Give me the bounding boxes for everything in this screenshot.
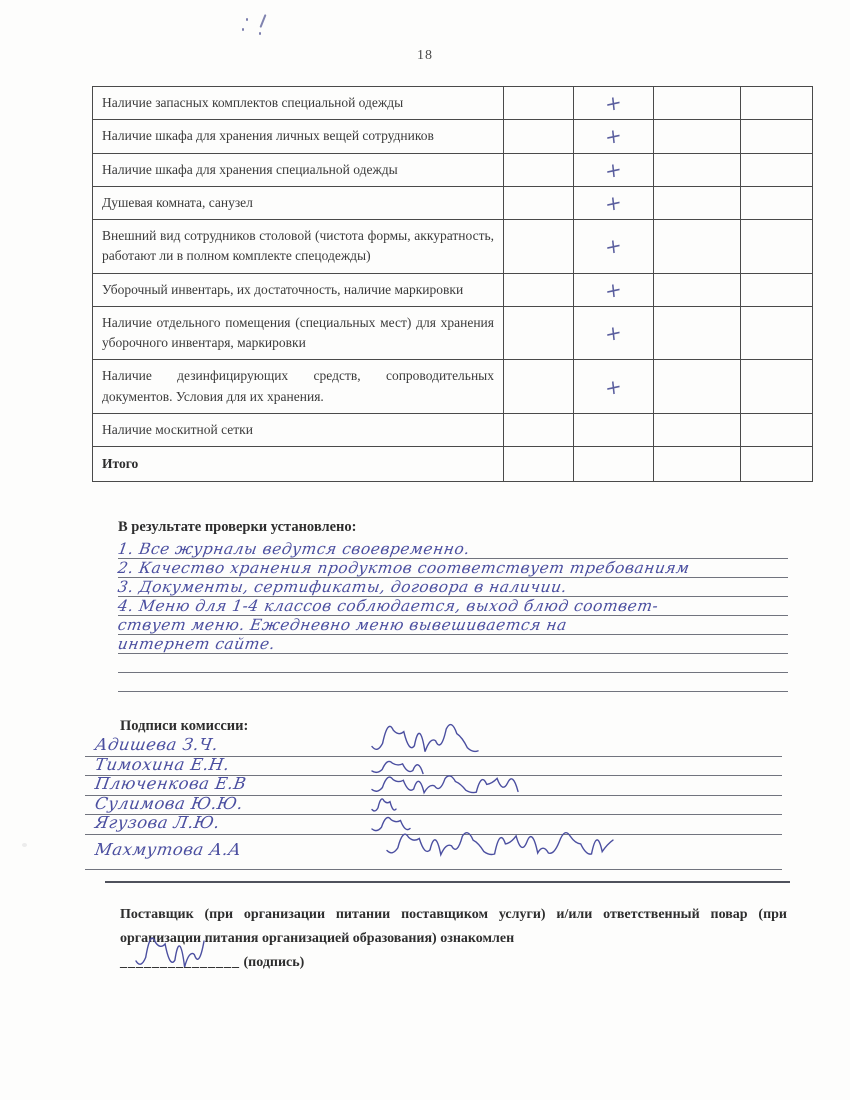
- empty-cell: [504, 273, 574, 306]
- check-mark-cell: [574, 87, 654, 120]
- item-label-cell: Наличие москитной сетки: [93, 413, 504, 446]
- signature-caption: (подпись): [240, 955, 305, 971]
- ink-speck: [259, 32, 261, 35]
- plus-mark: +: [604, 155, 623, 184]
- handwritten-finding-line: [118, 540, 788, 559]
- empty-cell: [504, 447, 574, 482]
- acknowledgment-section: [120, 903, 787, 975]
- table-row: [93, 413, 813, 446]
- table-row: [93, 360, 813, 414]
- handwritten-finding-line: [118, 578, 788, 597]
- empty-cell: [654, 186, 741, 219]
- signature-blank: _______________: [120, 955, 240, 971]
- handwriting-text: интернет сайте.: [116, 635, 277, 653]
- empty-cell: [504, 186, 574, 219]
- empty-cell: [741, 120, 813, 153]
- plus-mark: +: [604, 122, 623, 151]
- empty-cell: [574, 447, 654, 482]
- empty-cell: [741, 413, 813, 446]
- table-row: [93, 186, 813, 219]
- plus-mark: +: [604, 232, 623, 260]
- signature-blank-line: [120, 951, 787, 975]
- table-row: [93, 153, 813, 186]
- table-row: [93, 306, 813, 360]
- empty-cell: [654, 220, 741, 274]
- handwriting-text: 2. Качество хранения продуктов соответствует требованиям: [116, 559, 692, 577]
- ink-speck: [246, 18, 248, 21]
- signature-scribble: [385, 825, 615, 869]
- acknowledgment-text: Поставщик (при организации питании поставщиком услуги) и/или ответственный повар (при организации питания организацией образования) ознакомлен: [120, 907, 787, 947]
- empty-cell: [741, 306, 813, 360]
- empty-cell: [741, 273, 813, 306]
- handwriting-text: 4. Меню для 1-4 классов соблюдается, выход блюд соответ-: [116, 597, 660, 615]
- findings-heading: В результате проверки установлено:: [118, 519, 357, 535]
- table-row: [93, 220, 813, 274]
- handwriting-text: ствует меню. Ежедневно меню вывешивается на: [116, 616, 569, 634]
- handwritten-finding-line: [118, 597, 788, 616]
- empty-ruled-line: [118, 654, 788, 673]
- commission-member-name: Ягузова Л.Ю.: [93, 813, 222, 832]
- empty-cell: [654, 447, 741, 482]
- plus-mark: +: [604, 89, 623, 117]
- table-row: [93, 87, 813, 120]
- item-label-cell: Внешний вид сотрудников столовой (чистота формы, аккуратность, работают ли в полном комплекте спецодежды): [93, 220, 504, 274]
- plus-mark: +: [604, 372, 623, 401]
- empty-cell: [504, 153, 574, 186]
- plus-mark: +: [604, 275, 623, 304]
- empty-cell: [654, 306, 741, 360]
- check-mark-cell: [574, 153, 654, 186]
- empty-cell: [654, 360, 741, 414]
- supplier-signature-scribble: [134, 925, 206, 982]
- handwriting-text: 3. Документы, сертификаты, договора в наличии.: [116, 578, 569, 596]
- signature-scribble: [370, 715, 480, 760]
- signature-row: [85, 776, 782, 796]
- empty-cell: [504, 413, 574, 446]
- empty-cell: [504, 120, 574, 153]
- empty-cell: [741, 220, 813, 274]
- check-mark-cell: [574, 360, 654, 414]
- empty-cell: [654, 87, 741, 120]
- item-label-cell: Наличие шкафа для хранения личных вещей сотрудников: [93, 120, 504, 153]
- empty-cell: [504, 360, 574, 414]
- commission-member-name: Адишева З.Ч.: [93, 735, 220, 754]
- check-mark-cell: [574, 273, 654, 306]
- plus-mark: +: [604, 319, 623, 347]
- signatures-heading: Подписи комиссии:: [120, 718, 249, 734]
- handwriting-text: 1. Все журналы ведутся своевременно.: [116, 540, 472, 558]
- commission-member-name: Махмутова А.А: [93, 839, 243, 859]
- item-label-cell: Душевая комната, санузел: [93, 186, 504, 219]
- plus-mark: +: [604, 189, 623, 217]
- findings-section: [118, 519, 788, 692]
- commission-member-name: Сулимова Ю.Ю.: [93, 793, 245, 813]
- item-label-cell: Уборочный инвентарь, их достаточность, наличие маркировки: [93, 273, 504, 306]
- empty-cell: [654, 273, 741, 306]
- empty-cell: [741, 87, 813, 120]
- page-number: 18: [417, 48, 433, 63]
- empty-ruled-line: [118, 673, 788, 692]
- item-label-cell: Итого: [93, 447, 504, 482]
- check-mark-cell: [574, 220, 654, 274]
- separator-line: [105, 881, 790, 883]
- ink-speck: [259, 14, 266, 28]
- check-mark-cell: [574, 120, 654, 153]
- ink-speck: [242, 28, 244, 31]
- empty-cell: [504, 220, 574, 274]
- table-row: [93, 273, 813, 306]
- table-row: [93, 447, 813, 482]
- item-label-cell: Наличие запасных комплектов специальной одежды: [93, 87, 504, 120]
- check-mark-cell: [574, 186, 654, 219]
- handwritten-finding-line: [118, 635, 788, 654]
- empty-cell: [504, 87, 574, 120]
- empty-cell: [504, 306, 574, 360]
- item-label-cell: Наличие дезинфицирующих средств, сопроводительных документов. Условия для их хранения.: [93, 360, 504, 414]
- inspection-checklist-table: [92, 86, 813, 482]
- table-row: [93, 120, 813, 153]
- signature-row: [85, 737, 782, 757]
- empty-cell: [654, 153, 741, 186]
- empty-cell: [654, 413, 741, 446]
- empty-cell: [574, 413, 654, 446]
- handwritten-finding-line: [118, 559, 788, 578]
- commission-member-name: Тимохина Е.Н.: [93, 754, 232, 774]
- empty-cell: [741, 360, 813, 414]
- item-label-cell: Наличие шкафа для хранения специальной одежды: [93, 153, 504, 186]
- handwritten-finding-line: [118, 616, 788, 635]
- empty-cell: [654, 120, 741, 153]
- item-label-cell: Наличие отдельного помещения (специальных мест) для хранения уборочного инвентаря, маркировки: [93, 306, 504, 360]
- paper-blemish: [22, 843, 27, 847]
- signature-row: [85, 835, 782, 870]
- commission-member-name: Плюченкова Е.В: [93, 774, 248, 793]
- empty-cell: [741, 153, 813, 186]
- signatures-section: [85, 718, 782, 870]
- empty-cell: [741, 447, 813, 482]
- empty-cell: [741, 186, 813, 219]
- check-mark-cell: [574, 306, 654, 360]
